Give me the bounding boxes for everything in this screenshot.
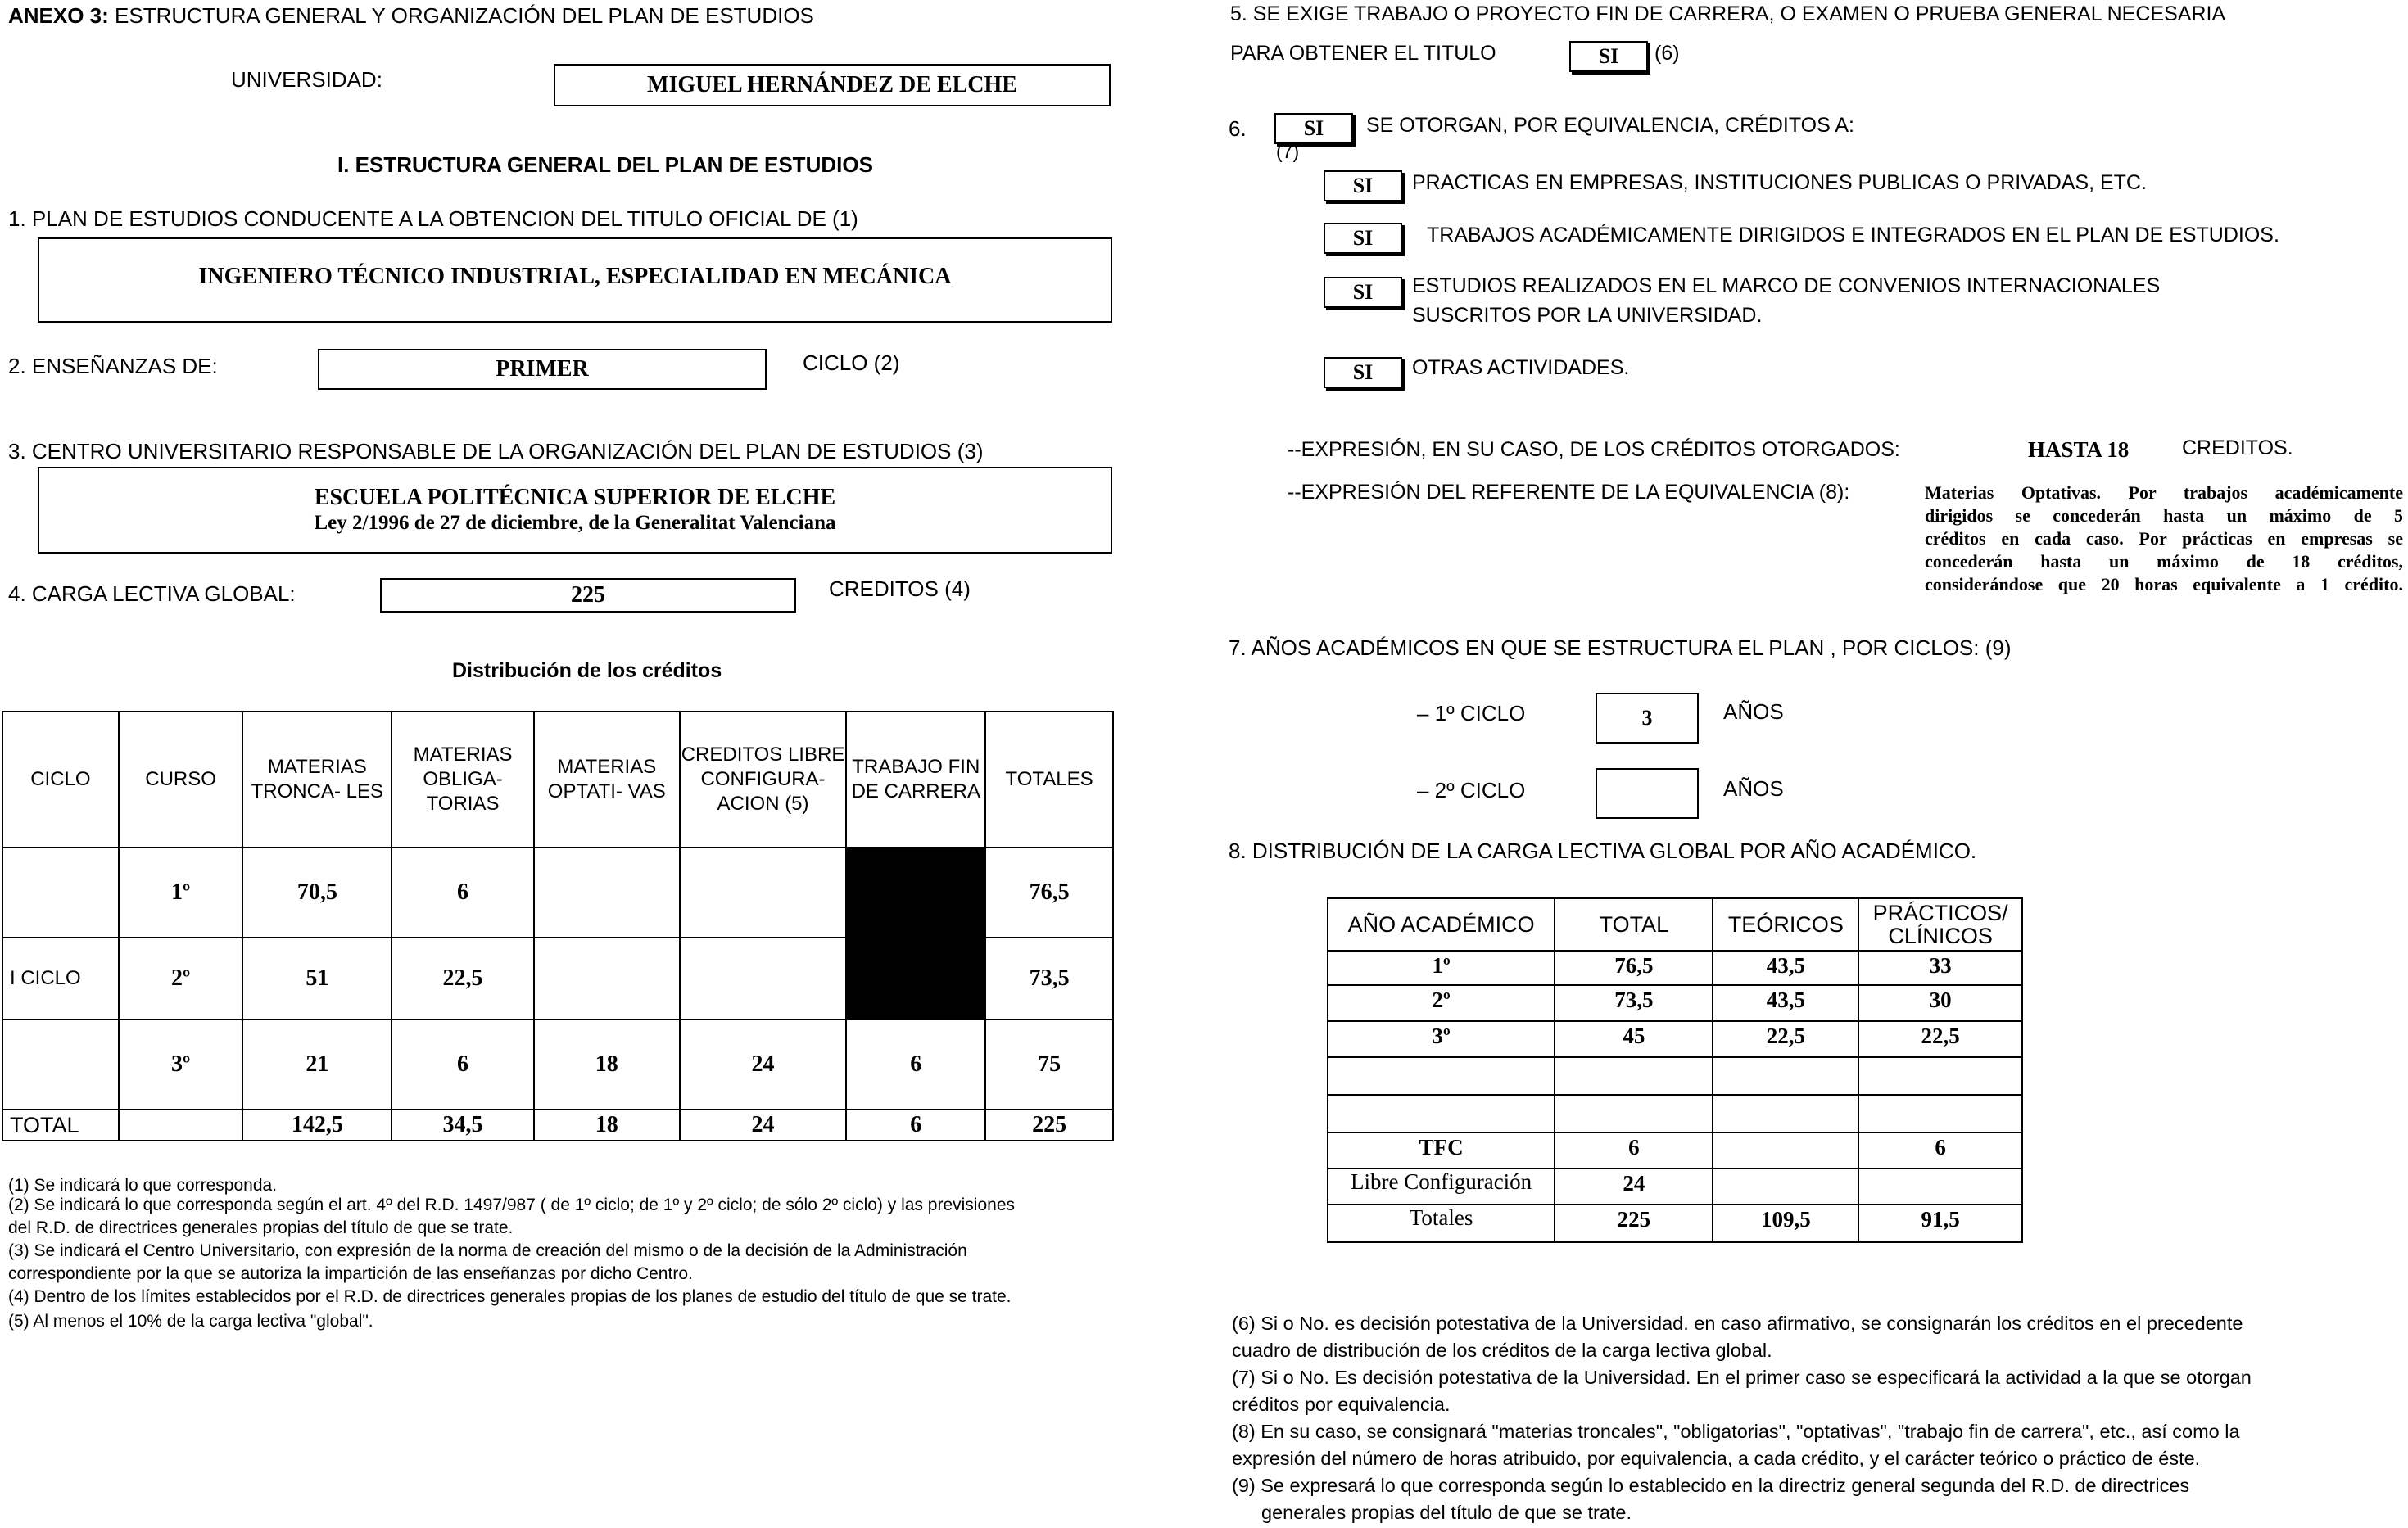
year-header-row <box>1328 898 2022 951</box>
table-row <box>1328 1169 2022 1205</box>
yr-cell <box>1713 1169 1858 1205</box>
yr-cell <box>1328 1095 1555 1132</box>
option-text: TRABAJOS ACADÉMICAMENTE DIRIGIDOS E INTEGRADOS EN EL PLAN DE ESTUDIOS. <box>1427 224 2279 246</box>
right-note: (7) Si o No. Es decisión potestativa de la Universidad. En el primer caso se especificará la actividad a la que se otorgan <box>1232 1367 2252 1388</box>
ensenanzas-value-box <box>318 349 767 390</box>
dist-cell <box>534 848 680 938</box>
yr-cell: 225 <box>1555 1205 1713 1242</box>
right-note: (6) Si o No. es decisión potestativa de la Universidad. en caso afirmativo, se consignarán los créditos en el precedente <box>1232 1313 2243 1334</box>
option-text: ESTUDIOS REALIZADOS EN EL MARCO DE CONVENIOS INTERNACIONALES <box>1412 274 2161 297</box>
yr-cell: 24 <box>1555 1169 1713 1205</box>
universidad-value: MIGUEL HERNÁNDEZ DE ELCHE <box>647 72 1017 97</box>
dist-header-libre: CREDITOS LIBRE CONFIGURA- ACION (5) <box>680 712 847 848</box>
dist-cell <box>2 1019 119 1110</box>
table-row <box>2 938 1113 1019</box>
yr-header-practicos: PRÁCTICOS/ CLÍNICOS <box>1858 898 2022 951</box>
item5-line1: 5. SE EXIGE TRABAJO O PROYECTO FIN DE CARRERA, O EXAMEN O PRUEBA GENERAL NECESARIA <box>1230 2 2226 25</box>
dist-cell <box>2 848 119 938</box>
yr-cell: 45 <box>1555 1021 1713 1057</box>
dist-cell: 76,5 <box>985 848 1113 938</box>
referente-line: concederán hasta un máximo de 18 créditos, <box>1925 551 2403 572</box>
yr-cell: TFC <box>1328 1132 1555 1169</box>
yr-cell: Libre Configuración <box>1328 1169 1555 1205</box>
dist-cell <box>680 938 847 1019</box>
table-row <box>1328 985 2022 1021</box>
referente-value <box>1925 481 2403 596</box>
yr-cell: 1º <box>1328 951 1555 985</box>
yr-header-total: TOTAL <box>1555 898 1713 951</box>
dist-cell: 51 <box>242 938 392 1019</box>
yr-cell: 109,5 <box>1713 1205 1858 1242</box>
yr-cell <box>1713 1057 1858 1095</box>
table-row <box>1328 1205 2022 1242</box>
option-value-box <box>1324 277 1402 308</box>
ciclo2-label: – 2º CICLO <box>1417 778 1526 802</box>
dist-cell: 21 <box>242 1019 392 1110</box>
dist-cell: 24 <box>680 1110 847 1141</box>
blacked-out-cell <box>846 848 985 938</box>
universidad-value-box <box>554 64 1111 106</box>
dist-cell: 142,5 <box>242 1110 392 1141</box>
annex-label: ANEXO 3: <box>8 3 109 28</box>
yr-cell: 22,5 <box>1858 1021 2022 1057</box>
expresion-value: HASTA 18 <box>2028 437 2130 462</box>
table-row <box>2 1019 1113 1110</box>
yr-cell: 6 <box>1858 1132 2022 1169</box>
yr-cell <box>1858 1095 2022 1132</box>
dist-cell: 73,5 <box>985 938 1113 1019</box>
right-note: créditos por equivalencia. <box>1232 1394 1451 1415</box>
year-distribution-table <box>1327 897 2023 1243</box>
dist-cell: 6 <box>846 1110 985 1141</box>
yr-cell: 43,5 <box>1713 985 1858 1021</box>
annex-heading <box>8 3 814 29</box>
table-row <box>1328 1132 2022 1169</box>
yr-cell: 22,5 <box>1713 1021 1858 1057</box>
item3-label: 3. CENTRO UNIVERSITARIO RESPONSABLE DE LA ORGANIZACIÓN DEL PLAN DE ESTUDIOS (3) <box>8 439 984 463</box>
option-value: SI <box>1352 360 1374 384</box>
dist-cell: 1º <box>119 848 243 938</box>
yr-cell: 3º <box>1328 1021 1555 1057</box>
yr-cell <box>1858 1057 2022 1095</box>
dist-cell <box>119 1110 243 1141</box>
yr-cell: 30 <box>1858 985 2022 1021</box>
right-note: expresión del número de horas atribuido, por equivalencia, a cada crédito, y el carácter teórico o práctico de éste. <box>1232 1448 2201 1469</box>
item6-value-box <box>1274 113 1353 144</box>
dist-cell: 18 <box>534 1019 680 1110</box>
carga-value-box <box>380 578 796 613</box>
ciclo1-value: 3 <box>1641 706 1653 730</box>
dist-cell: 18 <box>534 1110 680 1141</box>
yr-cell: 6 <box>1555 1132 1713 1169</box>
table-row <box>1328 951 2022 985</box>
yr-cell: 91,5 <box>1858 1205 2022 1242</box>
dist-cell: TOTAL <box>2 1110 119 1141</box>
dist-header-obligatorias: MATERIAS OBLIGA- TORIAS <box>392 712 534 848</box>
centro-value-box <box>38 467 1112 554</box>
table-row <box>1328 1057 2022 1095</box>
table-row <box>1328 1095 2022 1132</box>
dist-cell: I CICLO <box>2 938 119 1019</box>
expresion-suffix: CREDITOS. <box>2182 436 2293 459</box>
left-note: del R.D. de directrices generales propias del título de que se trate. <box>8 1218 514 1237</box>
dist-cell: 6 <box>846 1019 985 1110</box>
yr-header-teoricos: TEÓRICOS <box>1713 898 1858 951</box>
yr-cell: 43,5 <box>1713 951 1858 985</box>
yr-cell: Totales <box>1328 1205 1555 1242</box>
item5-value-box <box>1569 41 1648 72</box>
carga-value: 225 <box>571 582 605 608</box>
right-note: (8) En su caso, se consignará "materias troncales", "obligatorias", "optativas", "trabajo fin de carrera", etc., así como la <box>1232 1421 2240 1442</box>
right-note: generales propias del título de que se trate. <box>1261 1502 1632 1523</box>
dist-cell: 70,5 <box>242 848 392 938</box>
yr-cell <box>1713 1095 1858 1132</box>
referente-label: --EXPRESIÓN DEL REFERENTE DE LA EQUIVALENCIA (8): <box>1288 481 1850 504</box>
yr-cell: 2º <box>1328 985 1555 1021</box>
right-note: (9) Se expresará lo que corresponda según lo establecido en la directriz general segunda del R.D. de directrices <box>1232 1475 2190 1496</box>
item6-number: 6. <box>1229 116 1247 141</box>
item6-note: (7) <box>1276 141 1300 162</box>
dist-cell <box>534 938 680 1019</box>
dist-header-ciclo: CICLO <box>2 712 119 848</box>
option-value-box <box>1324 357 1402 388</box>
title-value: INGENIERO TÉCNICO INDUSTRIAL, ESPECIALIDAD EN MECÁNICA <box>198 264 952 289</box>
dist-cell: 6 <box>392 1019 534 1110</box>
item5-note: (6) <box>1654 42 1680 65</box>
item7-label: 7. AÑOS ACADÉMICOS EN QUE SE ESTRUCTURA EL PLAN , POR CICLOS: (9) <box>1229 635 2012 660</box>
referente-line: considerándose que 20 horas equivalente a 1 crédito. <box>1925 574 2403 594</box>
dist-cell: 2º <box>119 938 243 1019</box>
option-value-box <box>1324 170 1402 201</box>
ciclo2-suffix: AÑOS <box>1723 776 1784 801</box>
option-value: SI <box>1352 226 1374 250</box>
option-text: PRACTICAS EN EMPRESAS, INSTITUCIONES PUBLICAS O PRIVADAS, ETC. <box>1412 171 2147 194</box>
yr-cell <box>1328 1057 1555 1095</box>
expresion-label: --EXPRESIÓN, EN SU CASO, DE LOS CRÉDITOS OTORGADOS: <box>1288 438 1900 461</box>
option-value-box <box>1324 223 1402 254</box>
blacked-out-cell <box>846 938 985 1019</box>
dist-header-totales: TOTALES <box>985 712 1113 848</box>
left-note: (2) Se indicará lo que corresponda según el art. 4º del R.D. 1497/987 ( de 1º ciclo; de 1º y 2º ciclo; de sólo 2º ciclo) y las previsiones <box>8 1196 1015 1214</box>
dist-cell: 34,5 <box>392 1110 534 1141</box>
dist-cell: 6 <box>392 848 534 938</box>
yr-cell <box>1555 1095 1713 1132</box>
yr-cell <box>1858 1169 2022 1205</box>
ciclo1-value-box <box>1596 693 1699 744</box>
universidad-label: UNIVERSIDAD: <box>231 67 382 92</box>
dist-cell: 22,5 <box>392 938 534 1019</box>
item4-label: 4. CARGA LECTIVA GLOBAL: <box>8 581 296 606</box>
left-note: (3) Se indicará el Centro Universitario, con expresión de la norma de creación del mismo o de la decisión de la Administración <box>8 1241 967 1260</box>
left-note: (1) Se indicará lo que corresponda. <box>8 1176 278 1195</box>
item2-label: 2. ENSEÑANZAS DE: <box>8 354 218 378</box>
left-note: (5) Al menos el 10% de la carga lectiva "global". <box>8 1312 373 1331</box>
title-value-box <box>38 237 1112 323</box>
left-note: (4) Dentro de los límites establecidos por el R.D. de directrices generales propias de los planes de estudio del título de que se trate. <box>8 1287 1012 1306</box>
item2-suffix: CICLO (2) <box>803 350 900 375</box>
right-note: cuadro de distribución de los créditos de la carga lectiva global. <box>1232 1340 1772 1361</box>
yr-cell: 33 <box>1858 951 2022 985</box>
dist-cell: 24 <box>680 1019 847 1110</box>
item5-line2: PARA OBTENER EL TITULO <box>1230 42 1496 65</box>
dist-cell: 3º <box>119 1019 243 1110</box>
distribution-table <box>2 711 1114 1141</box>
yr-cell <box>1713 1132 1858 1169</box>
dist-header-curso: CURSO <box>119 712 243 848</box>
dist-header-troncales: MATERIAS TRONCA- LES <box>242 712 392 848</box>
total-row <box>2 1110 1113 1141</box>
distribution-header-row <box>2 712 1113 848</box>
referente-line: dirigidos se concederán hasta un máximo de 5 <box>1925 505 2403 526</box>
referente-line: Materias Optativas. Por trabajos académicamente <box>1925 482 2403 503</box>
dist-cell: 225 <box>985 1110 1113 1141</box>
left-note: correspondiente por la que se autoriza la impartición de las enseñanzas por dicho Centro. <box>8 1264 693 1283</box>
item1-label: 1. PLAN DE ESTUDIOS CONDUCENTE A LA OBTENCION DEL TITULO OFICIAL DE (1) <box>8 206 858 231</box>
table-row <box>2 848 1113 938</box>
ensenanzas-value: PRIMER <box>496 356 589 382</box>
item5-value: SI <box>1598 44 1619 68</box>
option-value: SI <box>1352 174 1374 197</box>
table-row <box>1328 1021 2022 1057</box>
yr-header-year: AÑO ACADÉMICO <box>1328 898 1555 951</box>
centro-value-line1: ESCUELA POLITÉCNICA SUPERIOR DE ELCHE <box>314 485 836 510</box>
distribution-title: Distribución de los créditos <box>452 659 722 682</box>
option-text: OTRAS ACTIVIDADES. <box>1412 356 1630 379</box>
centro-value-line2: Ley 2/1996 de 27 de diciembre, de la Generalitat Valenciana <box>314 512 836 534</box>
dist-header-optativas: MATERIAS OPTATI- VAS <box>534 712 680 848</box>
item6-text: SE OTORGAN, POR EQUIVALENCIA, CRÉDITOS A: <box>1366 114 1854 137</box>
dist-header-tfc: TRABAJO FIN DE CARRERA <box>846 712 985 848</box>
item6-value: SI <box>1303 116 1324 140</box>
dist-cell <box>680 848 847 938</box>
annex-title: ESTRUCTURA GENERAL Y ORGANIZACIÓN DEL PLAN DE ESTUDIOS <box>115 3 814 28</box>
item4-suffix: CREDITOS (4) <box>829 576 971 601</box>
option-value: SI <box>1352 280 1374 304</box>
option-text-line2: SUSCRITOS POR LA UNIVERSIDAD. <box>1412 304 1763 327</box>
yr-cell <box>1555 1057 1713 1095</box>
section-title: I. ESTRUCTURA GENERAL DEL PLAN DE ESTUDIOS <box>337 152 873 177</box>
yr-cell: 73,5 <box>1555 985 1713 1021</box>
yr-cell: 76,5 <box>1555 951 1713 985</box>
ciclo2-value-box <box>1596 768 1699 819</box>
ciclo1-suffix: AÑOS <box>1723 699 1784 724</box>
item8-label: 8. DISTRIBUCIÓN DE LA CARGA LECTIVA GLOBAL POR AÑO ACADÉMICO. <box>1229 839 1977 863</box>
referente-line: créditos en cada caso. Por prácticas en empresas se <box>1925 528 2403 549</box>
ciclo1-label: – 1º CICLO <box>1417 701 1526 726</box>
dist-cell: 75 <box>985 1019 1113 1110</box>
